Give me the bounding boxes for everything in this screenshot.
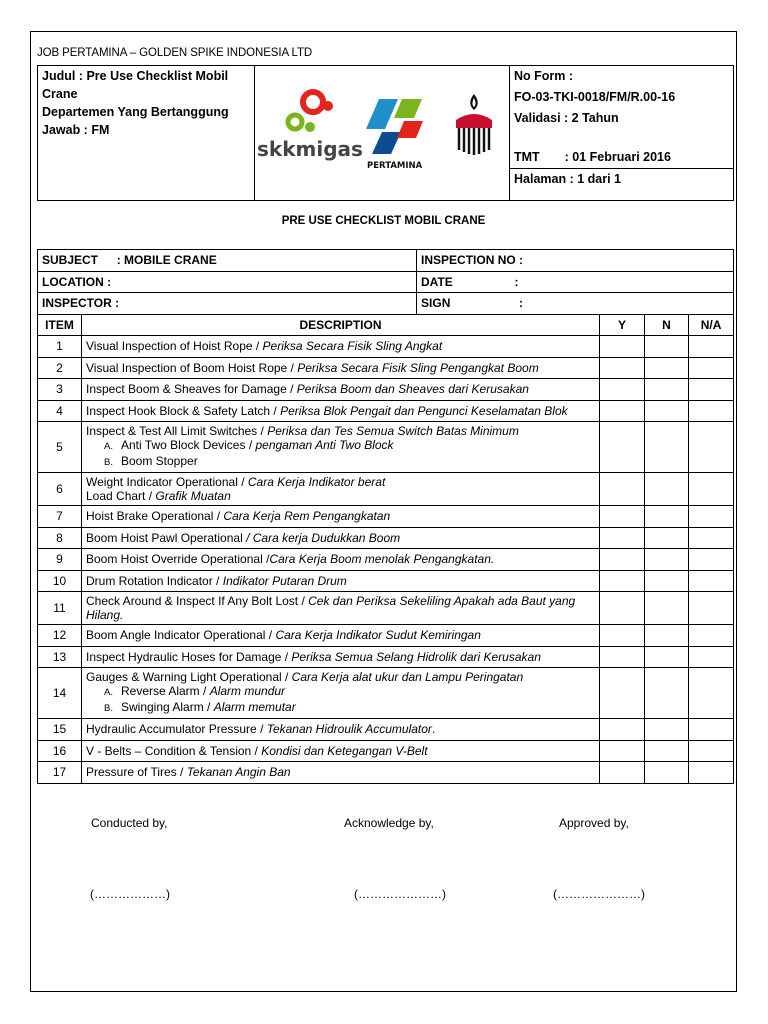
check-cell-na[interactable]	[689, 506, 734, 528]
logos-graphic	[255, 66, 508, 195]
approved-signature-line[interactable]: (…………………)	[553, 887, 645, 901]
check-cell-y[interactable]	[600, 762, 645, 784]
description-id: Indikator Putaran Drum	[222, 573, 347, 588]
subject-value: : MOBILE CRANE	[116, 253, 217, 268]
checklist-row	[38, 740, 734, 762]
item-description	[82, 400, 600, 422]
inspector-label: INSPECTOR :	[42, 296, 120, 311]
check-cell-na[interactable]	[689, 527, 734, 549]
description-tail: .	[431, 722, 436, 737]
form-header	[37, 65, 734, 201]
sub-item	[86, 700, 595, 716]
checklist-row	[38, 592, 734, 625]
dept-line1: Departemen Yang Bertanggung	[42, 105, 229, 119]
item-number: 6	[38, 473, 82, 506]
description-id: Cara Kerja alat ukur dan Lampu Peringatan	[291, 670, 524, 684]
item-number: 10	[38, 570, 82, 592]
check-cell-na[interactable]	[689, 719, 734, 741]
date-cell[interactable]	[417, 271, 734, 293]
check-cell-na[interactable]	[689, 646, 734, 668]
acknowledge-signature-line[interactable]: (…………………)	[354, 887, 446, 901]
description-en: Boom Angle Indicator Operational /	[86, 628, 276, 643]
tmt-label: TMT	[514, 150, 540, 164]
check-cell-n[interactable]	[645, 357, 689, 379]
check-cell-y[interactable]	[600, 379, 645, 401]
sub-item-en: Anti Two Block Devices /	[120, 438, 256, 452]
pertamina-logo	[366, 99, 423, 171]
company-name: JOB PERTAMINA – GOLDEN SPIKE INDONESIA LTD	[37, 47, 313, 59]
checklist-row	[38, 473, 734, 506]
item-description	[82, 527, 600, 549]
item-description	[82, 506, 600, 528]
description-en: Weight Indicator Operational /	[86, 475, 248, 489]
check-cell-na[interactable]	[689, 422, 734, 473]
col-na: N/A	[689, 314, 734, 336]
header-left	[38, 66, 255, 201]
sub-item-letter: A.	[104, 687, 113, 698]
checklist-row	[38, 762, 734, 784]
item-description	[82, 762, 600, 784]
item-number: 15	[38, 719, 82, 741]
item-number: 3	[38, 379, 82, 401]
check-cell-na[interactable]	[689, 668, 734, 719]
sub-item	[86, 454, 595, 470]
check-cell-n[interactable]	[645, 719, 689, 741]
description-id: Cara Kerja Indikator berat	[247, 475, 386, 489]
description-id: Periksa Secara Fisik Sling Pengangkat Boom	[297, 360, 539, 375]
subject-cell	[38, 250, 417, 272]
check-cell-n[interactable]	[645, 400, 689, 422]
check-cell-n[interactable]	[645, 625, 689, 647]
check-cell-na[interactable]	[689, 625, 734, 647]
description-id: Cara Kerja Indikator Sudut Kemiringan	[275, 628, 481, 643]
logo-area	[255, 66, 510, 201]
check-cell-y[interactable]	[600, 570, 645, 592]
check-cell-na[interactable]	[689, 400, 734, 422]
description-en: Hydraulic Accumulator Pressure /	[86, 722, 267, 737]
description-id: Periksa dan Tes Semua Switch Batas Minimum	[267, 424, 519, 438]
description-en: Visual Inspection of Boom Hoist Rope /	[86, 360, 298, 375]
check-cell-na[interactable]	[689, 740, 734, 762]
checklist-row	[38, 357, 734, 379]
description-id: Cara Kerja Rem Pengangkatan	[223, 509, 391, 524]
item-description	[82, 549, 600, 571]
item-number: 8	[38, 527, 82, 549]
item-description	[82, 570, 600, 592]
check-cell-y[interactable]	[600, 473, 645, 506]
description-id: Periksa Semua Selang Hidrolik dari Kerusakan	[291, 649, 541, 664]
col-description: DESCRIPTION	[82, 314, 600, 336]
check-cell-y[interactable]	[600, 592, 645, 625]
description-id: Periksa Blok Pengait dan Pengunci Keselamatan Blok	[280, 403, 568, 418]
checklist-page	[30, 31, 737, 992]
checklist-row	[38, 570, 734, 592]
checklist-row	[38, 549, 734, 571]
date-label: DATE	[421, 274, 453, 289]
item-description	[82, 357, 600, 379]
description-id-line2: Grafik Muatan	[155, 489, 231, 503]
description-id: Periksa Boom dan Sheaves dari Kerusakan	[296, 382, 529, 397]
item-number: 12	[38, 625, 82, 647]
tmt-value: : 01 Februari 2016	[564, 150, 671, 164]
approved-by-label: Approved by,	[559, 816, 629, 830]
item-number: 11	[38, 592, 82, 625]
item-description	[82, 625, 600, 647]
description-en: Check Around & Inspect If Any Bolt Lost /	[86, 594, 309, 608]
description-en-line2: Load Chart /	[86, 489, 156, 503]
header-right	[510, 66, 734, 201]
golden-spike-logo	[456, 94, 492, 155]
item-number: 1	[38, 336, 82, 358]
checklist-row	[38, 625, 734, 647]
col-y: Y	[600, 314, 645, 336]
col-item: ITEM	[38, 314, 82, 336]
checklist-row	[38, 527, 734, 549]
check-cell-n[interactable]	[645, 336, 689, 358]
checklist-row	[38, 668, 734, 719]
check-cell-y[interactable]	[600, 422, 645, 473]
conducted-by-label: Conducted by,	[91, 816, 168, 830]
description-en: V - Belts – Condition & Tension /	[86, 743, 262, 758]
item-description	[82, 668, 600, 719]
inspection-no-cell[interactable]	[417, 250, 734, 272]
check-cell-y[interactable]	[600, 549, 645, 571]
checklist-row	[38, 422, 734, 473]
check-cell-y[interactable]	[600, 527, 645, 549]
item-description	[82, 422, 600, 473]
tmt-row	[510, 147, 733, 169]
sub-item-id: Alarm memutar	[213, 700, 296, 714]
description-en: Boom Hoist Pawl Operational	[86, 530, 247, 545]
item-number: 5	[38, 422, 82, 473]
item-number: 17	[38, 762, 82, 784]
sub-item-en: Boom Stopper	[120, 454, 198, 468]
sign-cell[interactable]	[417, 293, 734, 315]
check-cell-y[interactable]	[600, 357, 645, 379]
sub-item-en: Reverse Alarm /	[120, 684, 210, 698]
check-cell-n[interactable]	[645, 506, 689, 528]
item-description	[82, 592, 600, 625]
check-cell-na[interactable]	[689, 473, 734, 506]
check-cell-n[interactable]	[645, 570, 689, 592]
description-id: Cara Kerja Boom menolak Pengangkatan.	[269, 552, 495, 567]
item-description	[82, 379, 600, 401]
date-colon: :	[514, 274, 519, 289]
pertamina-text: PERTAMINA	[367, 161, 423, 171]
check-cell-y[interactable]	[600, 646, 645, 668]
checklist-row	[38, 379, 734, 401]
description-en: Pressure of Tires /	[86, 765, 187, 780]
col-n: N	[645, 314, 689, 336]
check-cell-n[interactable]	[645, 592, 689, 625]
item-description	[82, 719, 600, 741]
sub-item-letter: B.	[104, 703, 113, 714]
item-description	[82, 646, 600, 668]
sign-label: SIGN	[421, 296, 451, 311]
judul-line1: Judul : Pre Use Checklist Mobil	[42, 69, 229, 83]
location-label: LOCATION :	[42, 274, 112, 289]
check-cell-y[interactable]	[600, 740, 645, 762]
check-cell-n[interactable]	[645, 646, 689, 668]
checklist-row	[38, 336, 734, 358]
description-en: Inspect & Test All Limit Switches /	[86, 424, 268, 438]
no-form-value: FO-03-TKI-0018/FM/R.00-16	[514, 90, 676, 104]
sub-item-id: pengaman Anti Two Block	[255, 438, 394, 452]
item-number: 13	[38, 646, 82, 668]
validasi: Validasi : 2 Tahun	[514, 111, 619, 125]
description-id: Cek dan Periksa Sekeliling Apakah ada Baut yang	[308, 594, 576, 608]
subject-label: SUBJECT	[42, 253, 99, 268]
check-cell-na[interactable]	[689, 549, 734, 571]
location-cell[interactable]	[38, 271, 417, 293]
description-en: Gauges & Warning Light Operational /	[86, 670, 292, 684]
sub-item	[86, 438, 595, 454]
description-en: Inspect Hook Block & Safety Latch /	[86, 403, 281, 418]
item-number: 4	[38, 400, 82, 422]
description-id: / Cara kerja Dudukkan Boom	[246, 530, 401, 545]
item-description	[82, 740, 600, 762]
item-number: 9	[38, 549, 82, 571]
sub-item-letter: B.	[104, 457, 113, 468]
skkmigas-logo	[257, 92, 363, 161]
skkmigas-text: skkmigas	[257, 137, 363, 161]
check-cell-n[interactable]	[645, 422, 689, 473]
check-cell-y[interactable]	[600, 719, 645, 741]
sign-colon: :	[519, 296, 524, 311]
inspection-table	[37, 249, 734, 784]
item-description	[82, 336, 600, 358]
checklist-row	[38, 506, 734, 528]
checklist-title: PRE USE CHECKLIST MOBIL CRANE	[281, 215, 486, 227]
check-cell-na[interactable]	[689, 379, 734, 401]
inspector-cell[interactable]	[38, 293, 417, 315]
check-cell-n[interactable]	[645, 379, 689, 401]
description-id: Tekanan Hidroulik Accumulator	[266, 722, 432, 737]
check-cell-na[interactable]	[689, 762, 734, 784]
description-en: Inspect Boom & Sheaves for Damage /	[86, 382, 297, 397]
item-number: 7	[38, 506, 82, 528]
check-cell-n[interactable]	[645, 740, 689, 762]
check-cell-n[interactable]	[645, 527, 689, 549]
check-cell-na[interactable]	[689, 570, 734, 592]
check-cell-n[interactable]	[645, 549, 689, 571]
checklist-row	[38, 400, 734, 422]
check-cell-na[interactable]	[689, 336, 734, 358]
inspection-no-label: INSPECTION NO :	[421, 253, 524, 268]
description-en: Boom Hoist Override Operational /	[86, 552, 270, 567]
check-cell-y[interactable]	[600, 400, 645, 422]
no-form-label: No Form :	[514, 69, 574, 83]
check-cell-na[interactable]	[689, 357, 734, 379]
item-number: 16	[38, 740, 82, 762]
item-description	[82, 473, 600, 506]
description-id-line2: Hilang.	[86, 608, 124, 622]
description-id: Periksa Secara Fisik Sling Angkat	[262, 339, 443, 354]
check-cell-n[interactable]	[645, 668, 689, 719]
check-cell-n[interactable]	[645, 473, 689, 506]
dept-line2: Jawab : FM	[42, 123, 110, 137]
item-number: 2	[38, 357, 82, 379]
description-en: Inspect Hydraulic Hoses for Damage /	[86, 649, 292, 664]
check-cell-na[interactable]	[689, 592, 734, 625]
sub-item	[86, 684, 595, 700]
sub-item-id: Alarm mundur	[209, 684, 286, 698]
description-en: Drum Rotation Indicator /	[86, 573, 223, 588]
check-cell-y[interactable]	[600, 506, 645, 528]
judul-line2: Crane	[42, 87, 78, 101]
checklist-row	[38, 646, 734, 668]
checklist-row	[38, 719, 734, 741]
conducted-signature-line[interactable]: (………………)	[90, 887, 170, 901]
description-id: Tekanan Angin Ban	[186, 765, 291, 780]
check-cell-n[interactable]	[645, 762, 689, 784]
check-cell-y[interactable]	[600, 625, 645, 647]
check-cell-y[interactable]	[600, 336, 645, 358]
item-number: 14	[38, 668, 82, 719]
sub-item-en: Swinging Alarm /	[120, 700, 214, 714]
halaman: Halaman : 1 dari 1	[514, 172, 621, 186]
acknowledge-by-label: Acknowledge by,	[344, 816, 434, 830]
sub-item-letter: A.	[104, 441, 113, 452]
description-en: Hoist Brake Operational /	[86, 509, 224, 524]
description-en: Visual Inspection of Hoist Rope /	[86, 339, 263, 354]
check-cell-y[interactable]	[600, 668, 645, 719]
description-id: Kondisi dan Ketegangan V-Belt	[261, 743, 428, 758]
